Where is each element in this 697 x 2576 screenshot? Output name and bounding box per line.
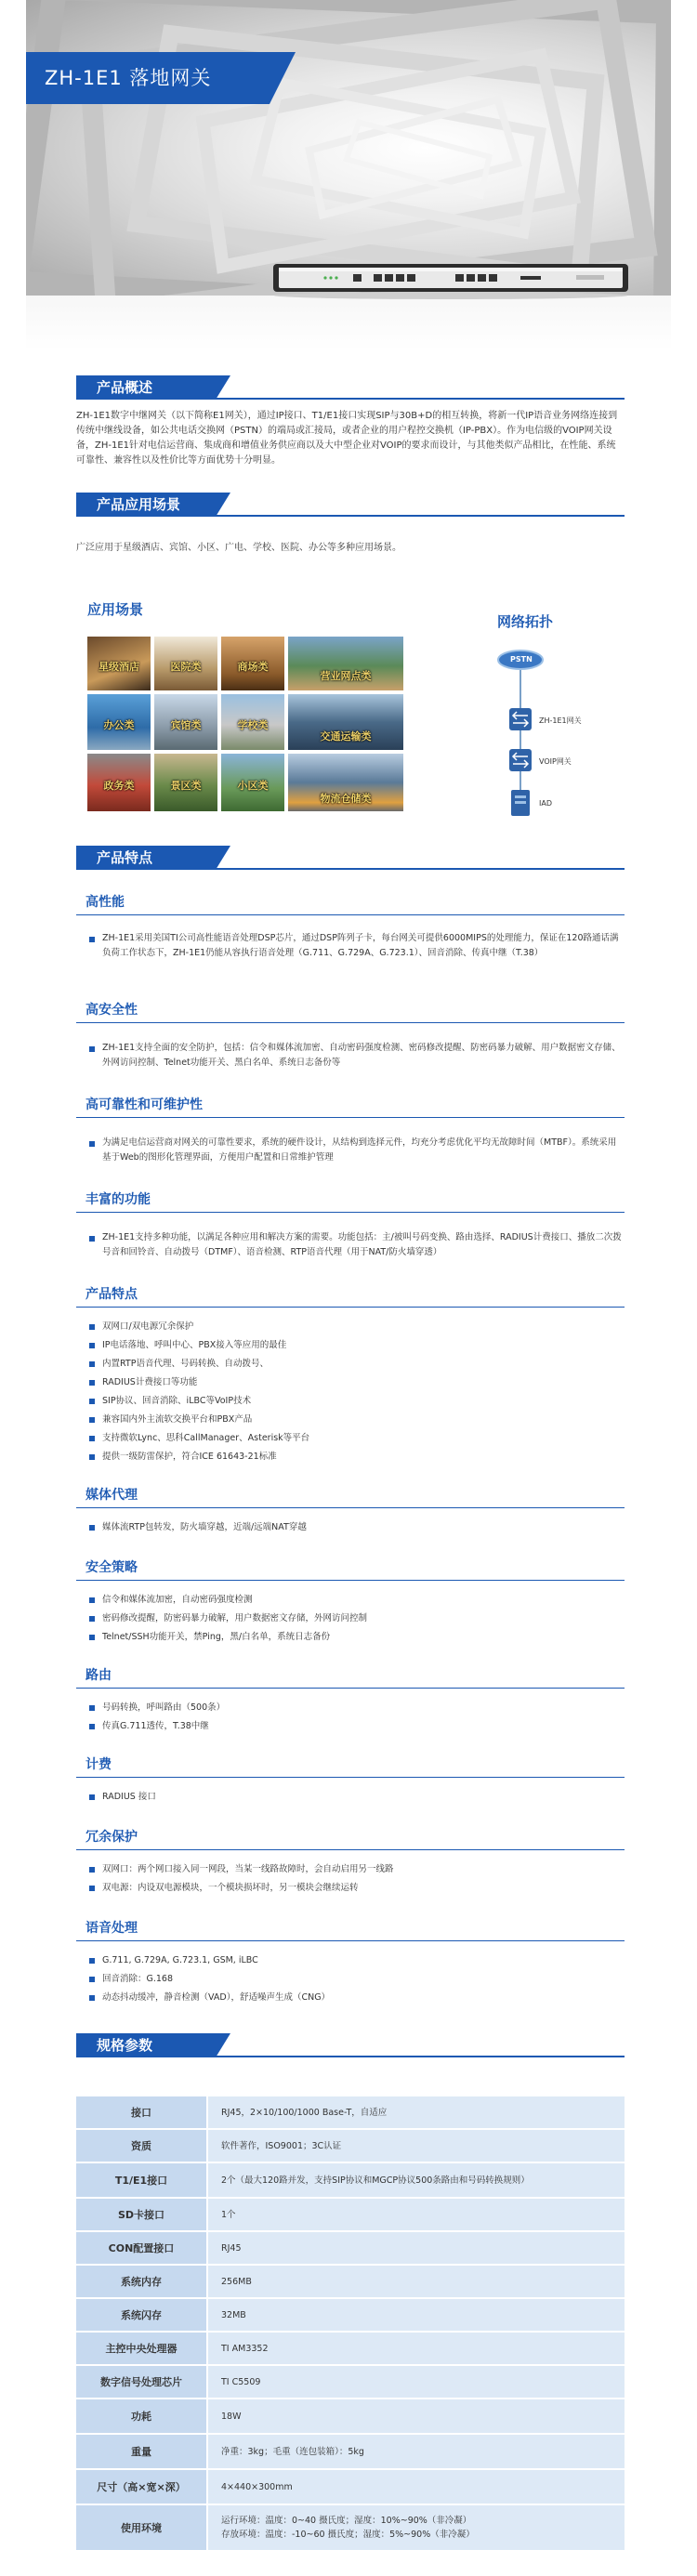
bullet-icon [89, 1454, 95, 1460]
feature-text: ZH-1E1支持多种功能，以满足各种应用和解决方案的需要。功能包括：主/被叫号码变换、路由选择、RADIUS计费接口、播放二次拨号音和回铃音、自动拨号（DTMF）、语音检测、RTP语音代理（用于NAT/防火墙穿透） [102, 1232, 622, 1257]
table-row [76, 2266, 625, 2299]
scene-image-grid [87, 637, 403, 813]
scene-tile: 宾馆类 [154, 694, 217, 750]
scene-tile: 星级酒店 [87, 637, 151, 690]
spec-table [76, 2096, 625, 2552]
spec-key: 功耗 [76, 2399, 206, 2433]
section-title: 产品概述 [97, 379, 153, 396]
feature-heading: 路由 [85, 1668, 112, 1683]
bullet-icon [89, 1886, 95, 1891]
hero-title-decoration [270, 52, 296, 104]
feature-heading: 高性能 [85, 895, 125, 910]
feature-text: ZH-1E1采用美国TI公司高性能语音处理DSP芯片，通过DSP阵列子卡，每台网关可提供6000MIPS的处理能力，保证在120路通话满负荷工作状态下，ZH-1E1仍能从容执行语音处理（G.711、G.729A、G.723.1）、回音消除、传真中继（T.38） [102, 933, 619, 958]
section-title: 规格参数 [97, 2037, 153, 2054]
spec-value: 256MB [206, 2266, 625, 2297]
bullet-icon [89, 1724, 95, 1729]
scene-tile: 政务类 [87, 754, 151, 811]
table-row [76, 2366, 625, 2399]
feature-heading: 丰富的功能 [85, 1192, 151, 1207]
spec-value: 18W [206, 2399, 625, 2433]
bullet-icon [89, 1236, 95, 1242]
feature-heading: 冗余保护 [85, 1830, 138, 1845]
spec-value: TI C5509 [206, 2366, 625, 2398]
topology-lines [493, 641, 632, 827]
scene-tile: 景区类 [154, 754, 217, 811]
feature-heading: 计费 [85, 1757, 112, 1772]
bullet-icon [89, 1635, 95, 1640]
bullet-icon [89, 1380, 95, 1386]
bullet-icon [89, 1399, 95, 1404]
table-row [76, 2470, 625, 2505]
bullet-icon [89, 1361, 95, 1367]
spec-key: SD卡接口 [76, 2199, 206, 2230]
section-header-scenario [76, 493, 625, 517]
bullet-icon [89, 1525, 95, 1531]
spec-value: 运行环境：温度：0~40 摄氏度；湿度：10%~90%（非冷凝） 存放环境：温度：-10~60 摄氏度；湿度：5%~90%（非冷凝） [206, 2505, 625, 2550]
spec-key: 资质 [76, 2130, 206, 2162]
spec-key: T1/E1接口 [76, 2163, 206, 2197]
spec-key: 系统闪存 [76, 2299, 206, 2331]
hero-fade [26, 296, 671, 351]
scene-tile: 物流仓储类 [288, 754, 403, 811]
feature-text: ZH-1E1支持全面的安全防护，包括：信令和媒体流加密、自动密码强度检测、密码修改提醒、防密码暴力破解、用户数据密文存储、外网访问控制、Telnet功能开关、黑白名单、系统日志备份等 [102, 1043, 621, 1068]
table-row [76, 2299, 625, 2333]
section-header-overview [76, 375, 625, 400]
spec-key: 尺寸（高×宽×深） [76, 2470, 206, 2504]
section-header-features [76, 846, 625, 870]
spec-value: RJ45，2×10/100/1000 Base-T，自适应 [206, 2096, 625, 2128]
spec-key: 数字信号处理芯片 [76, 2366, 206, 2398]
tunnel-background-graphic [26, 0, 671, 296]
bullet-icon [89, 1141, 95, 1147]
spec-key: CON配置接口 [76, 2232, 206, 2264]
feature-heading: 语音处理 [85, 1921, 138, 1936]
iad-label: IAD [539, 799, 552, 808]
bullet-icon [89, 1343, 95, 1348]
feature-heading: 高安全性 [85, 1003, 138, 1018]
spec-value: 1个 [206, 2199, 625, 2230]
table-row [76, 2399, 625, 2435]
section-title: 产品应用场景 [97, 496, 181, 513]
table-row [76, 2435, 625, 2470]
table-row [76, 2130, 625, 2163]
bullet-icon [89, 937, 95, 942]
spec-key: 系统内存 [76, 2266, 206, 2297]
table-row [76, 2232, 625, 2266]
spec-key: 使用环境 [76, 2505, 206, 2550]
bullet-icon [89, 1958, 95, 1964]
scene-tile: 学校类 [221, 694, 284, 750]
bullet-icon [89, 1705, 95, 1711]
spec-value: 净重：3kg；毛重（连包装箱）：5kg [206, 2435, 625, 2468]
spec-key: 主控中央处理器 [76, 2333, 206, 2364]
bullet-icon [89, 1324, 95, 1330]
spec-value: 4×440×300mm [206, 2470, 625, 2504]
spec-key: 重量 [76, 2435, 206, 2468]
table-row [76, 2505, 625, 2552]
spec-value: RJ45 [206, 2232, 625, 2264]
spec-value: 软件著作，ISO9001；3C认证 [206, 2130, 625, 2162]
table-row [76, 2199, 625, 2232]
scene-tile: 医院类 [154, 637, 217, 690]
spec-value: 2个（最大120路并发，支持SIP协议和MGCP协议500条路由和号码转换规则） [206, 2163, 625, 2197]
spec-value: TI AM3352 [206, 2333, 625, 2364]
bullet-icon [89, 1995, 95, 2001]
product-page: ZH-1E1 落地网关 产品概述 ZH-1E1数字中继网关（以下简称E1网关），通过IP接口、T1/E1接口实现SIP与30B+D的相互转换，将新一代IP语音业务网络连接到传统中继线设备，如公共电话交换网（PSTN）的端局或汇接局，或者企业的用户程控交换机（IP-PBX）。作为电信级的VOIP网关设备，ZH-1E1针对电信运营商、集成商和增值业务供应商以及大中型企业对VOIP的要求而设计，与其他类似产品相比，在性能、系统可靠性、兼容性以及性价比等方面优势十分明显。 产品应用场景 广泛应用于星级酒店、宾馆、小区、广电、学校、医院、办公等多种应用场景。 应用场景 网络拓扑 星级酒店 医院类 商场类 营业网点类 办公类 宾馆类 学校类 交通运输类 政务类 景区类 小区类 物流仓储类 PSTN ZH-1E1网关 VOIP网关 IAD 产品特点 高性能 ZH-1E1采用美国TI公司高性能语音处理DSP芯片，通过DSP阵列子卡，每台网关可提供6000MIPS的处理能力，保证在120路通话满负荷工作状态下，ZH-1E1仍能从容执行语音处理（G.711、G.729A、G.723.1）、回音消除、传真中继（T.38） 高安全性 ZH-1E1支持全面的安全防护，包括：信令和媒体流加密、自动密码强度检测、密码修改提醒、防密码暴力破解、用户数据密文存储、外网访问控制、Telnet功能开关、黑白名单、系统日志备份等 高可靠性和可维护性 为满足电信运营商对网关的可靠性要求，系统的硬件设计，从结构到选择元件，均充分考虑优化平均无故障时间（MTBF）。系统采用基于Web的图形化管理界面，方便用户配置和日常维护管理 丰富的功能 ZH-1E1支持多种功能，以满足各种应用和解决方案的需要。功能包括：主/被叫号码变换、路由选择、RADIUS计费接口、播放二次拨号音和回铃音、自动拨号（DTMF）、语音检测、RTP语音代理（用于NAT/防火墙穿透） 产品特点 双网口/双电源冗余保护 IP电话落地、呼叫中心、PBX接入等应用的最佳 内置RTP语音代理、号码转换、自动拨号、 RADIUS计费接口等功能 SIP协议、回音消除、iLBC等VoIP技术 兼容国内外主流软交换平台和PBX产品 支持微软Lync、思科CallManager、Asterisk等平台 提供一级防雷保护，符合ICE 61643-21标准 媒体代理 媒体流RTP包转发，防火墙穿越，近端/远端NAT穿越 安全策略 信令和媒体流加密，自动密码强度检测 密码修改提醒，防密码暴力破解，用户数据密文存储，外网访问控制 Telnet/SSH功能开关，禁Ping，黑/白名单，系统日志备份 路由 号码转换，呼叫路由（500条） 传真G.711透传，T.38中继 计费 RADIUS 接口 冗余保护 双网口：两个网口接入同一网段，当某一线路故障时，会自动启用另一线路 双电源：内设双电源模块，一个模块损坏时，另一模块会继续运转 语音处理 G.711, G.729A, G.723.1, GSM, iLBC 回音消除：G.168 动态抖动缓冲，静音检测（VAD），舒适噪声生成（CNG） 规格参数 接口 RJ45，2×10/100/1000 Base-T，自适应 资质 软件著作，ISO9001；3C认证 T1/E1接口 2个（最大120路并发，支持SIP协议和MGCP协议500条路由和号码转换规则） SD卡接口 1个 CON配置接口 RJ45 系统内存 256MB 系统闪存 32MB 主控中央处理器 TI AM3352 数字信号处理芯片 TI C5509 功耗 18W 重量 净重：3kg；毛重（连包装箱）：5kg 尺寸（高×宽×深） 4×440×300mm 使用环境 运行环境：温度：0~40 摄氏度；湿度：10%~90%（非冷凝） 存放环境：温度：-10~60 摄氏度；湿度：5%~90%（非冷凝） [0, 0, 697, 2576]
bullet-icon [89, 1616, 95, 1622]
bullet-icon [89, 1977, 95, 1982]
overview-text: ZH-1E1数字中继网关（以下简称E1网关），通过IP接口、T1/E1接口实现SIP与30B+D的相互转换，将新一代IP语音业务网络连接到传统中继线设备，如公共电话交换网（PSTN）的端局或汇接局，或者企业的用户程控交换机（IP-PBX）。作为电信级的VOIP网关设备，ZH-1E1针对电信运营商、集成商和增值业务供应商以及大中型企业对VOIP的要求而设计，与其他类似产品相比，在性能、系统可靠性、兼容性以及性价比等方面优势十分明显。 [76, 411, 618, 466]
feature-heading: 高可靠性和可维护性 [85, 1097, 203, 1112]
pstn-label: PSTN [510, 655, 533, 664]
section-header-specs [76, 2033, 625, 2057]
table-row [76, 2163, 625, 2199]
gateway-label: ZH-1E1网关 [539, 716, 582, 725]
hero-title: ZH-1E1 落地网关 [26, 52, 270, 104]
bullet-icon [89, 1046, 95, 1052]
voip-gateway-label: VOIP网关 [539, 757, 572, 766]
spec-value: 32MB [206, 2299, 625, 2331]
scene-tile: 营业网点类 [288, 637, 403, 690]
bullet-icon [89, 1417, 95, 1423]
scenes-title: 应用场景 [87, 601, 144, 618]
feature-heading: 安全策略 [85, 1560, 138, 1575]
table-row [76, 2333, 625, 2366]
feature-text: 为满足电信运营商对网关的可靠性要求，系统的硬件设计，从结构到选择元件，均充分考虑优化平均无故障时间（MTBF）。系统采用基于Web的图形化管理界面，方便用户配置和日常维护管理 [102, 1137, 617, 1163]
scene-tile: 小区类 [221, 754, 284, 811]
spec-key: 接口 [76, 2096, 206, 2128]
gateway-device-image [270, 258, 632, 299]
feature-heading: 产品特点 [85, 1287, 138, 1302]
hero-banner [26, 0, 671, 296]
bullet-icon [89, 1794, 95, 1800]
network-topology-diagram [493, 641, 632, 827]
scene-tile: 办公类 [87, 694, 151, 750]
scene-tile: 商场类 [221, 637, 284, 690]
bullet-icon [89, 1597, 95, 1603]
scene-tile: 交通运输类 [288, 694, 403, 750]
feature-heading: 媒体代理 [85, 1488, 138, 1503]
bullet-icon [89, 1436, 95, 1441]
scenario-text: 广泛应用于星级酒店、宾馆、小区、广电、学校、医院、办公等多种应用场景。 [76, 543, 401, 553]
bullet-icon [89, 1867, 95, 1873]
section-title: 产品特点 [97, 849, 153, 866]
topology-title: 网络拓扑 [497, 613, 554, 630]
table-row [76, 2096, 625, 2130]
